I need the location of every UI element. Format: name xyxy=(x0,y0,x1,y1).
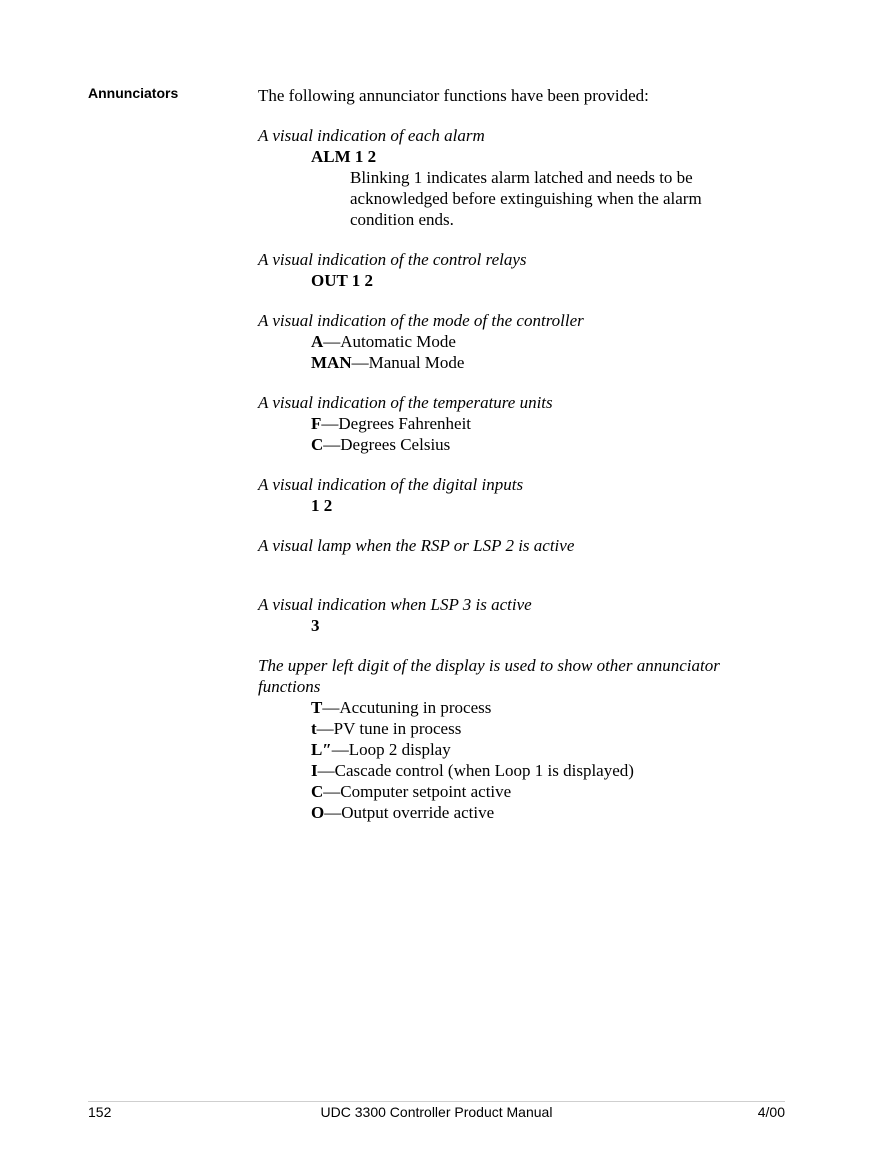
section-relays xyxy=(258,249,778,291)
section-heading: A visual indication of each alarm xyxy=(258,126,485,145)
section-rsp-lamp xyxy=(258,535,778,556)
list-item: T—Accutuning in process xyxy=(311,698,492,717)
indicator-code: 3 xyxy=(311,616,320,635)
list-item: O—Output override active xyxy=(311,803,495,822)
list-item: A—Automatic Mode xyxy=(311,332,456,351)
list-item: F—Degrees Fahrenheit xyxy=(311,414,472,433)
main-content xyxy=(258,85,778,842)
section-heading: A visual indication of the control relays xyxy=(258,250,527,269)
section-heading: A visual lamp when the RSP or LSP 2 is active xyxy=(258,536,575,555)
section-heading: A visual indication when LSP 3 is active xyxy=(258,595,532,614)
list-item: L″—Loop 2 display xyxy=(311,740,451,759)
section-heading: The upper left digit of the display is used to show other annunciator functions xyxy=(258,656,720,696)
section-heading: A visual indication of the digital inputs xyxy=(258,475,524,494)
list-item: MAN—Manual Mode xyxy=(311,353,465,372)
page-number: 152 xyxy=(88,1104,112,1120)
list-item: I—Cascade control (when Loop 1 is displayed) xyxy=(311,761,634,780)
revision-date: 4/00 xyxy=(757,1104,785,1120)
section-temperature-units xyxy=(258,392,778,455)
section-upper-left-digit xyxy=(258,655,778,823)
page-footer xyxy=(88,1104,785,1122)
section-heading: A visual indication of the mode of the controller xyxy=(258,311,584,330)
footer-divider xyxy=(88,1101,785,1102)
side-heading: Annunciators xyxy=(88,85,179,101)
alarm-description: Blinking 1 indicates alarm latched and needs to be acknowledged before extinguishing when the alarm condition ends. xyxy=(350,168,702,229)
section-digital-inputs xyxy=(258,474,778,516)
list-item: t—PV tune in process xyxy=(311,719,462,738)
list-item: C—Degrees Celsius xyxy=(311,435,451,454)
section-heading: A visual indication of the temperature units xyxy=(258,393,553,412)
indicator-code: ALM 1 2 xyxy=(311,147,377,166)
intro-text: The following annunciator functions have been provided: xyxy=(258,86,649,105)
section-lsp3 xyxy=(258,594,778,636)
indicator-code: 1 2 xyxy=(311,496,333,515)
section-mode xyxy=(258,310,778,373)
list-item: C—Computer setpoint active xyxy=(311,782,512,801)
manual-title: UDC 3300 Controller Product Manual xyxy=(320,1104,553,1120)
indicator-code: OUT 1 2 xyxy=(311,271,374,290)
section-alarm xyxy=(258,125,778,230)
